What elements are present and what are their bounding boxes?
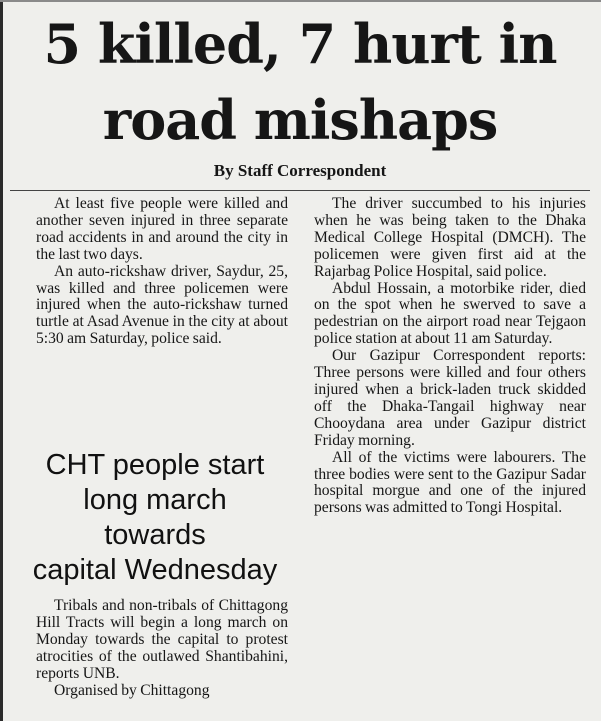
paragraph: Abdul Hossain, a motorbike rider, died on the spot when he swerved to save a pedestrian on the airport road near Tejgaon police station at about 11 am Saturday. bbox=[314, 279, 586, 348]
second-headline-line-1: CHT people start bbox=[45, 449, 265, 481]
headline-line-1: 5 killed, 7 hurt in bbox=[43, 12, 557, 76]
paragraph: Tribals and non-tribals of Chittagong Hill Tracts will begin a long march on Monday towards the capital to protest atrocities of the outlawed Shantibahini, reports UNB. bbox=[36, 597, 288, 682]
second-headline-line-3: towards bbox=[104, 519, 206, 551]
byline: By Staff Correspondent bbox=[213, 161, 387, 180]
paragraph: At least five people were killed and another seven injured in three separate road accidents in and around the city in the last two days. bbox=[36, 195, 288, 263]
paragraph: Organised by Chittagong bbox=[54, 681, 210, 699]
byline-rule bbox=[10, 190, 590, 191]
scan-edge-left bbox=[0, 0, 3, 721]
second-headline-line-4: capital Wednesday bbox=[32, 554, 278, 586]
right-column-story bbox=[314, 196, 586, 517]
paragraph: An auto-rickshaw driver, Saydur, 25, was killed and three policemen were injured when the auto-rickshaw turned turtle at Asad Avenue in the city at about 5:30 am Saturday, police said. bbox=[36, 262, 288, 348]
left-column-story bbox=[36, 196, 288, 348]
headline-line-2: road mishaps bbox=[102, 88, 498, 152]
second-headline-line-2: long march bbox=[83, 484, 227, 516]
second-story-body bbox=[36, 598, 288, 699]
second-story-headline bbox=[20, 448, 290, 588]
paragraph: The driver succumbed to his injuries when he was being taken to the Dhaka Medical College Hospital (DMCH). The policemen were given first aid at the Rajarbag Police Hospital, said police. bbox=[314, 195, 586, 280]
scan-edge-top bbox=[0, 0, 601, 2]
paragraph: Our Gazipur Correspondent reports: Three persons were killed and four others injured when a brick-laden truck skidded off the Dhaka-Tangail highway near Chooydana area under Gazipur district Friday morning. bbox=[314, 347, 586, 449]
paragraph: All of the victims were labourers. The three bodies were sent to the Gazipur Sadar hospital morgue and one of the injured persons was admitted to Tongi Hospital. bbox=[314, 448, 586, 517]
